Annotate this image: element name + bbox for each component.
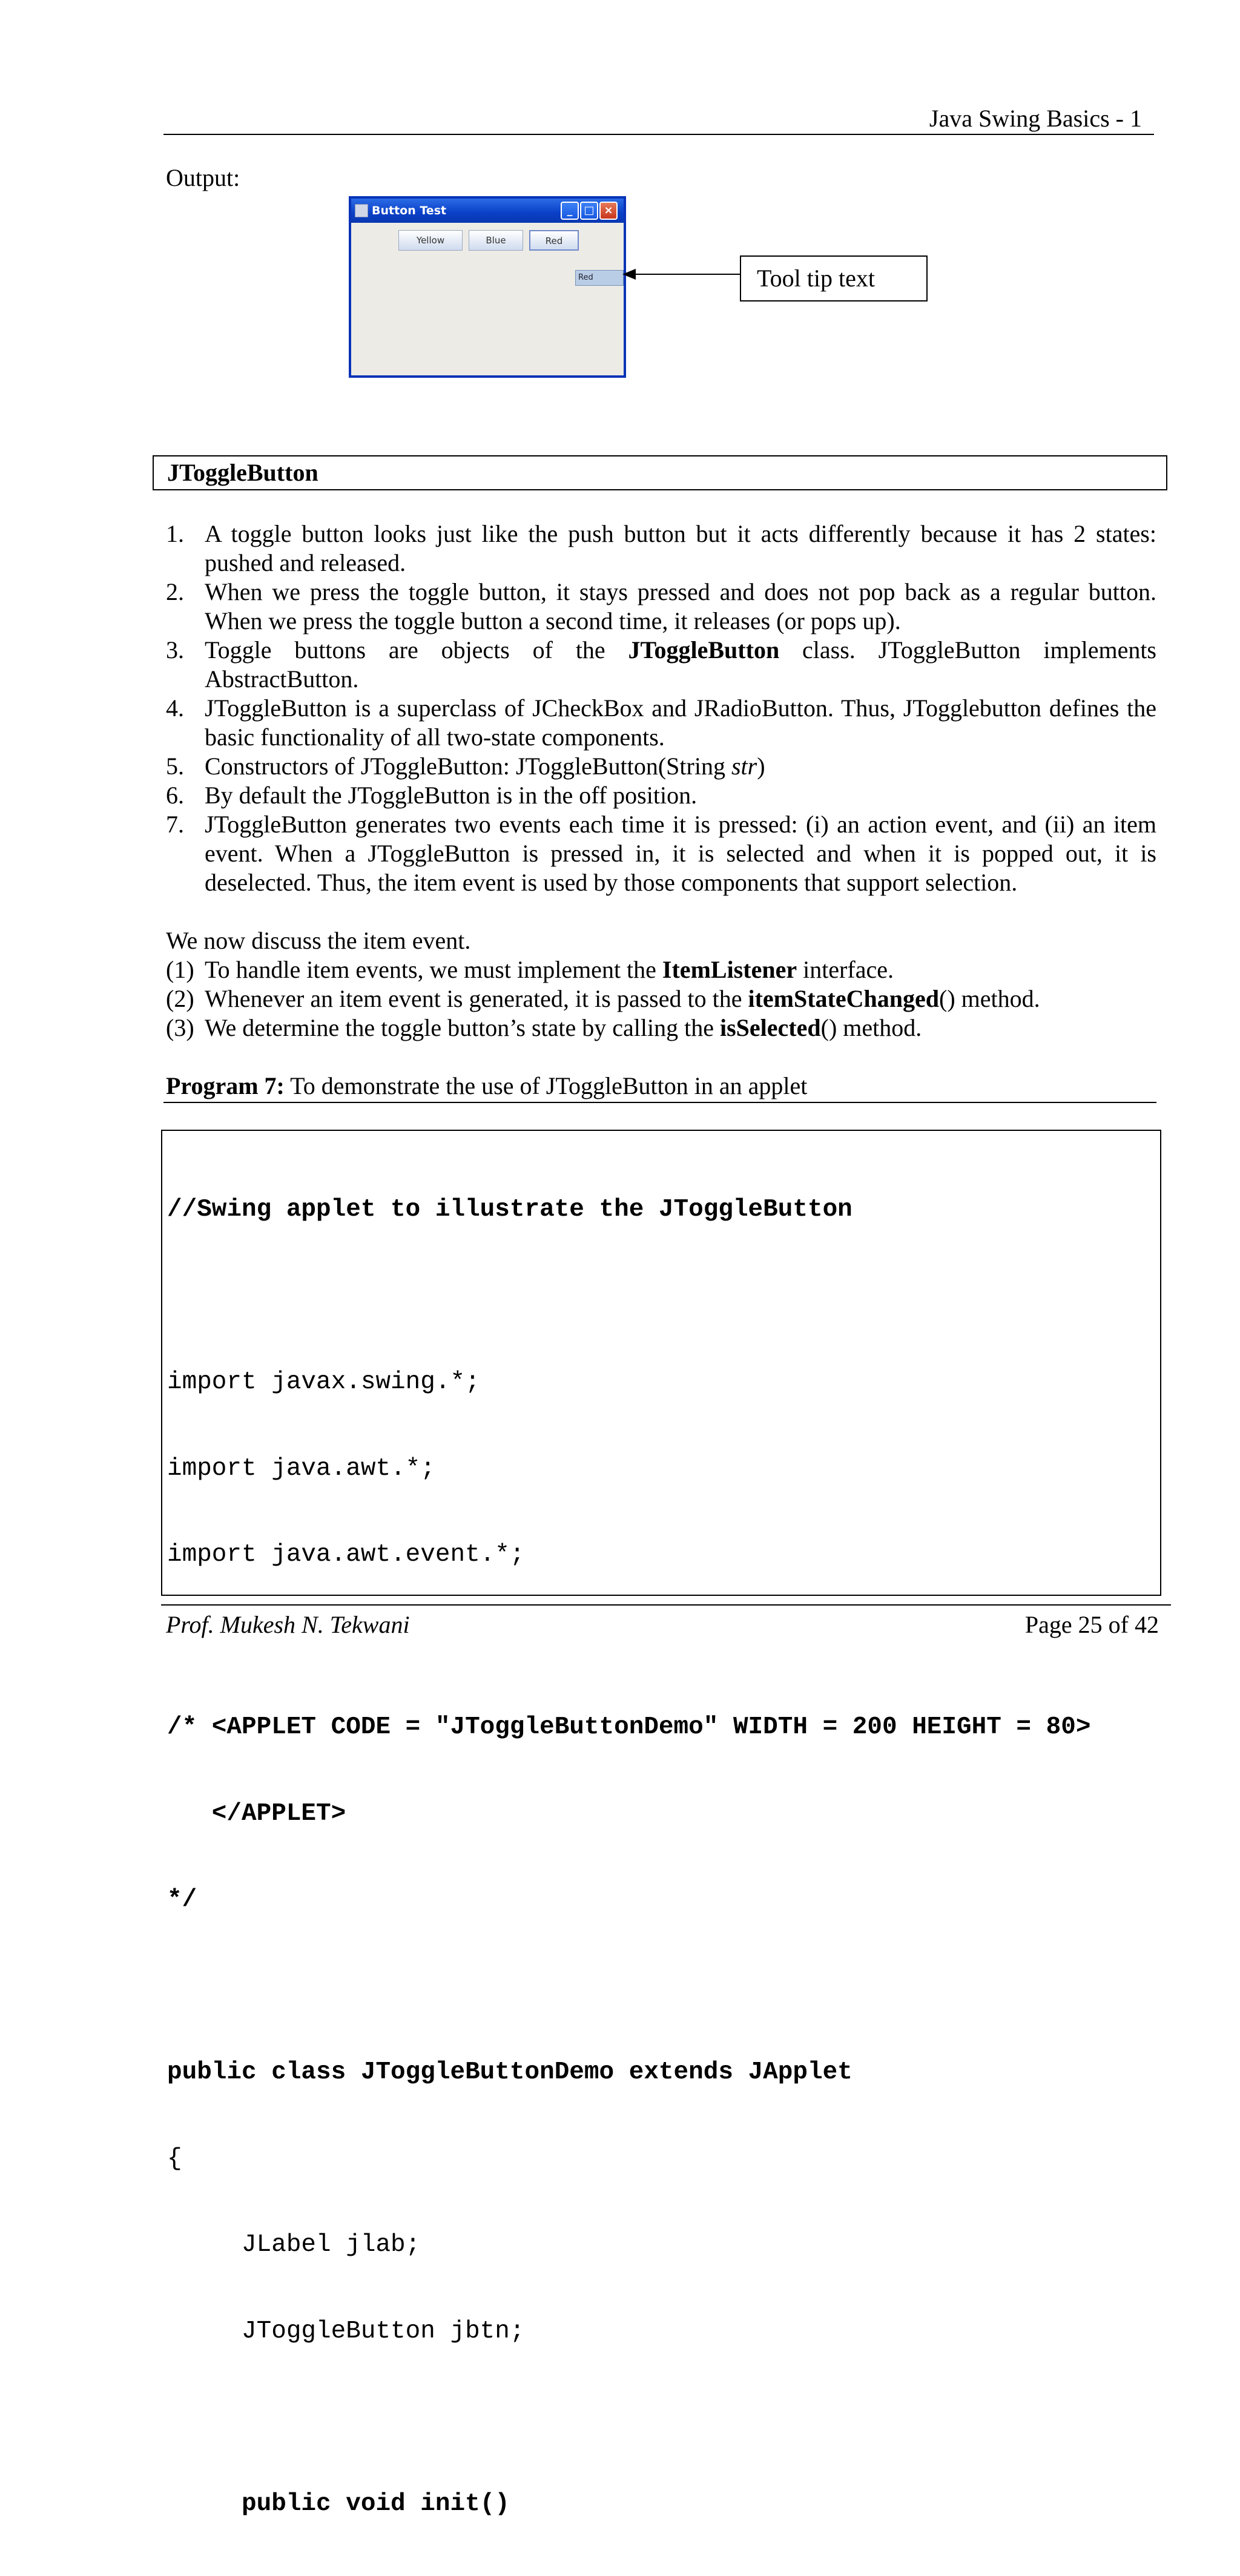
swing-window-screenshot [349, 196, 626, 378]
list-item: (2) Whenever an item event is generated, it is passed to the itemStateChanged() method. [166, 985, 1040, 1012]
window-titlebar [351, 199, 624, 223]
points-list [166, 519, 1156, 897]
code-line: { [167, 2144, 182, 2173]
footer-page-number: Page 25 of 42 [1024, 1611, 1159, 1638]
code-line: //Swing applet to illustrate the JToggleButton [167, 1196, 852, 1224]
code-line: /* <APPLET CODE = "JToggleButtonDemo" WIDTH = 200 HEIGHT = 80> [167, 1713, 1091, 1741]
header-rule [163, 134, 1154, 135]
tooltip: Red [575, 270, 624, 286]
minimize-icon: _ [561, 202, 579, 220]
code-line: </APPLET> [167, 1799, 346, 1828]
code-line [167, 1282, 1090, 1311]
code-line: public void init() [167, 2489, 510, 2518]
maximize-icon: □ [580, 202, 598, 220]
running-header: Java Swing Basics - 1 [929, 105, 1142, 132]
code-line: import java.awt.event.*; [167, 1541, 525, 1569]
list-item: (1) To handle item events, we must implement the ItemListener interface. [166, 956, 894, 983]
program-heading: Program 7: To demonstrate the use of JToggleButton in an applet [166, 1072, 808, 1099]
list-item: 1. A toggle button looks just like the push button but it acts differently because it has 2 states: pushed and released. [166, 520, 1156, 576]
footer-author: Prof. Mukesh N. Tekwani [166, 1611, 410, 1638]
java-app-icon [355, 204, 368, 217]
code-line: public class JToggleButtonDemo extends JApplet [167, 2058, 852, 2086]
red-button: Red [529, 230, 579, 251]
close-icon: × [599, 202, 618, 220]
program-rule [163, 1102, 1156, 1103]
list-item: 6. By default the JToggleButton is in the off position. [166, 782, 698, 809]
item-steps-list [166, 955, 1156, 1043]
list-item: 3. Toggle buttons are objects of the JToggleButton class. JToggleButton implements AbstractButton. [166, 636, 1156, 693]
item-event-intro: We now discuss the item event. [166, 927, 471, 954]
footer-rule [161, 1604, 1171, 1606]
code-listing [167, 1138, 1090, 2576]
code-line: import java.awt.*; [167, 1454, 435, 1483]
yellow-button: Yellow [398, 230, 463, 251]
code-line: JLabel jlab; [167, 2231, 421, 2259]
code-line [167, 1972, 1090, 2001]
callout-arrow-icon [622, 266, 741, 282]
output-label: Output: [166, 164, 240, 191]
section-heading: JToggleButton [153, 455, 1167, 490]
tooltip-callout: Tool tip text [740, 255, 928, 301]
list-item: 5. Constructors of JToggleButton: JToggleButton(String str) [166, 753, 765, 780]
code-line: JToggleButton jbtn; [167, 2317, 525, 2345]
code-line [167, 2403, 1090, 2433]
window-title: Button Test [372, 204, 447, 217]
code-line: import javax.swing.*; [167, 1368, 480, 1396]
list-item: 4. JToggleButton is a superclass of JCheckBox and JRadioButton. Thus, JTogglebutton defines the basic functionality of all two-state components. [166, 694, 1156, 751]
list-item: 2. When we press the toggle button, it stays pressed and does not pop back as a regular button. When we press the toggle button a second time, it releases (or pops up). [166, 578, 1156, 634]
list-item: 7. JToggleButton generates two events each time it is pressed: (i) an action event, and (ii) an item event. When a JToggleButton is pressed in, it is selected and when it is popped out, it is deselected. Thus, the item event is used by those components that support selection. [166, 811, 1156, 896]
code-line: */ [167, 1886, 197, 1914]
list-item: (3) We determine the toggle button’s state by calling the isSelected() method. [166, 1014, 922, 1041]
blue-button: Blue [469, 230, 523, 251]
